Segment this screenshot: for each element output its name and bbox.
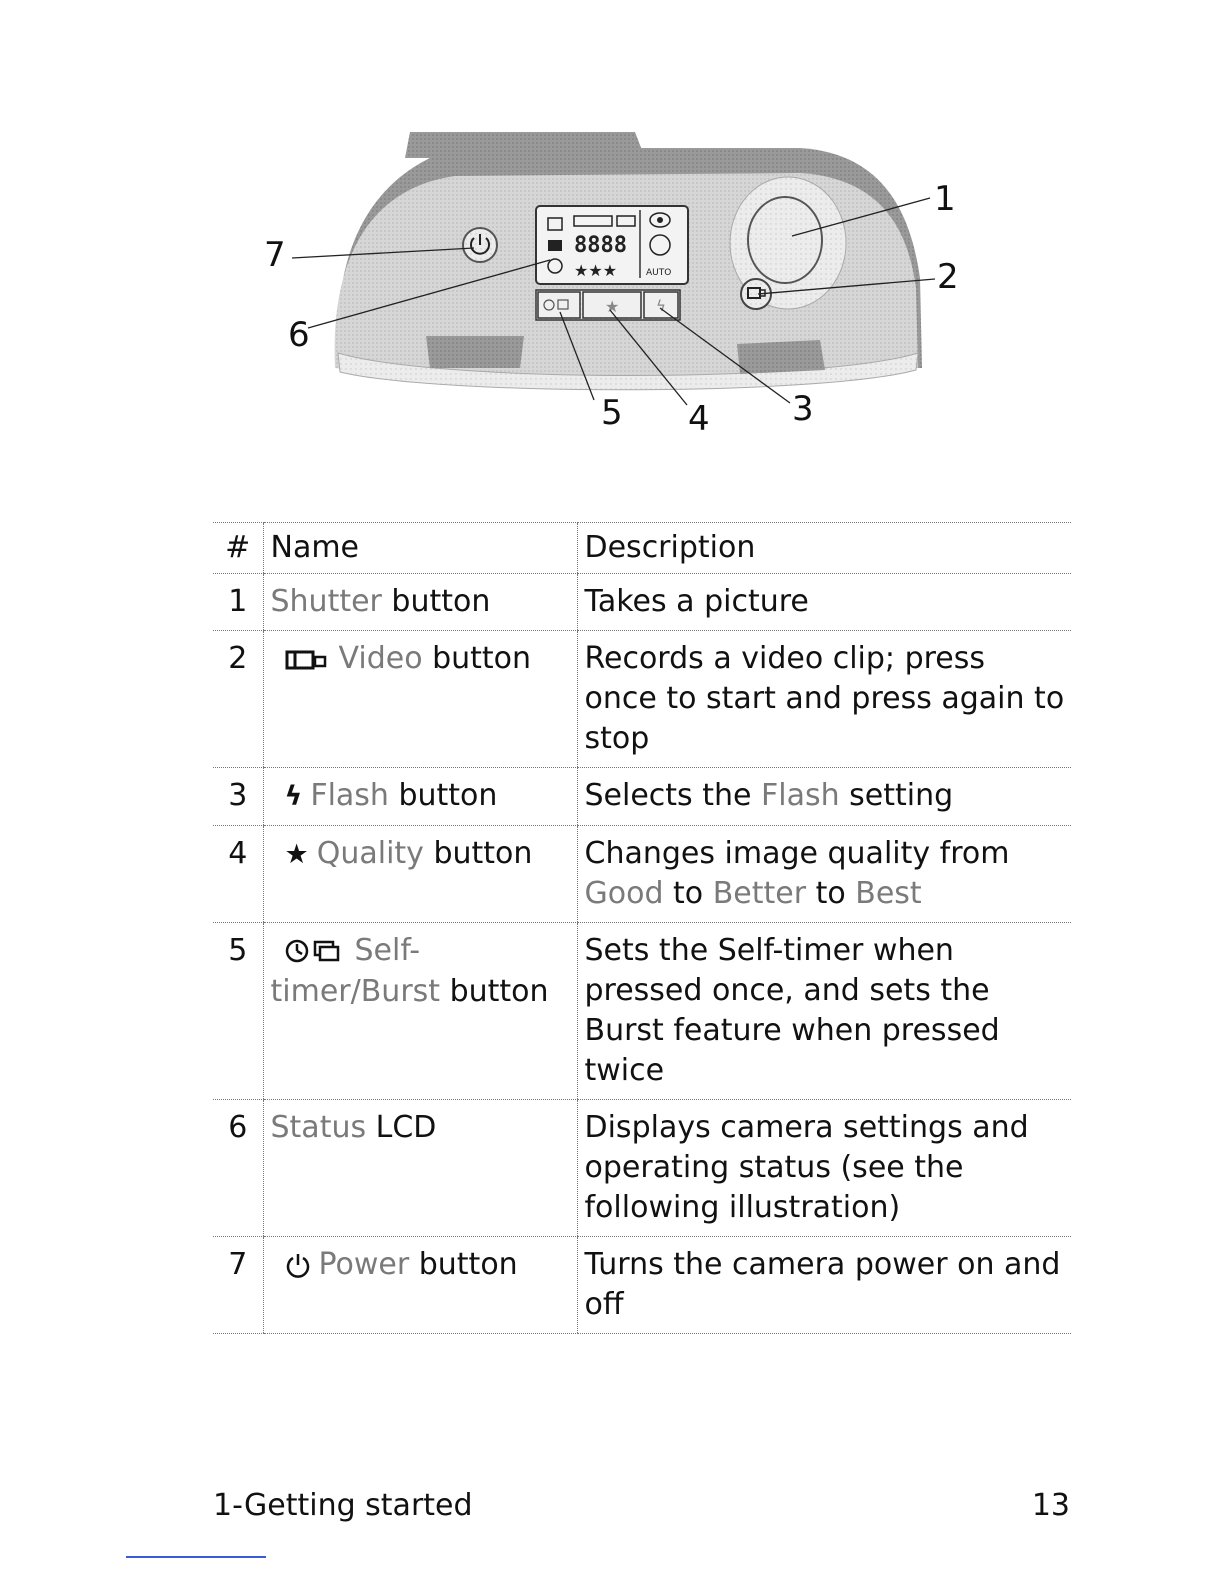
- component-description: [577, 1100, 1071, 1237]
- table-row: [213, 1100, 1071, 1237]
- svg-text:ϟ: ϟ: [656, 297, 666, 315]
- component-description: [577, 1237, 1071, 1334]
- description-text: to: [806, 876, 856, 911]
- component-name: [263, 768, 577, 826]
- description-text: Sets the Self-timer when pressed once, and sets the Burst feature when pressed twice: [584, 933, 1000, 1088]
- lcd-quality-stars: ★★★: [574, 261, 618, 280]
- component-name: [263, 574, 577, 631]
- description-text: Changes image quality from: [584, 836, 1010, 871]
- flash-icon: ϟ: [284, 781, 303, 812]
- description-text: Selects the: [584, 778, 761, 813]
- row-number: 5: [213, 923, 263, 1100]
- component-name: [263, 631, 577, 768]
- row-number: 6: [213, 1100, 263, 1237]
- component-name: [263, 826, 577, 923]
- component-name-suffix: button: [381, 584, 491, 619]
- callout-1: 1: [934, 179, 956, 219]
- component-name-highlight: Video: [338, 641, 423, 676]
- component-name-highlight: Power: [318, 1247, 410, 1282]
- camera-illustration: [240, 118, 1000, 448]
- row-number: 3: [213, 768, 263, 826]
- table-row: [213, 631, 1071, 768]
- svg-text:★: ★: [605, 297, 620, 316]
- component-name-suffix: button: [388, 778, 498, 813]
- description-text: setting: [839, 778, 954, 813]
- component-name-highlight: Flash: [310, 778, 389, 813]
- description-text: Records a video clip; press once to start and press again to stop: [584, 641, 1065, 756]
- callout-2: 2: [937, 257, 959, 297]
- video-button[interactable]: [741, 279, 771, 309]
- table-row: [213, 923, 1071, 1100]
- footer-page-number: 13: [1031, 1488, 1070, 1523]
- component-name: [263, 1100, 577, 1237]
- component-name-suffix: button: [440, 974, 549, 1009]
- table-row: [213, 574, 1071, 631]
- footer-rule: [126, 1556, 266, 1558]
- callout-4: 4: [688, 399, 710, 439]
- self-timer-burst-icon: [285, 932, 347, 972]
- header-description: Description: [577, 523, 1071, 574]
- row-number: 1: [213, 574, 263, 631]
- description-text: Takes a picture: [584, 584, 809, 619]
- callout-7: 7: [264, 235, 286, 275]
- lcd-auto-label: AUTO: [646, 268, 672, 278]
- description-text: to: [663, 876, 713, 911]
- component-description: [577, 768, 1071, 826]
- component-name: [263, 923, 577, 1100]
- callout-3: 3: [792, 389, 814, 429]
- description-highlight: Better: [712, 876, 807, 911]
- strap-lug-left: [426, 336, 524, 368]
- description-highlight: Best: [855, 876, 922, 911]
- row-number: 2: [213, 631, 263, 768]
- component-name: [263, 1237, 577, 1334]
- component-description: [577, 923, 1071, 1100]
- star-icon: ★: [284, 839, 309, 870]
- component-name-highlight: Quality: [316, 836, 424, 871]
- component-name-suffix: LCD: [366, 1110, 437, 1145]
- component-name-highlight: Self-timer/Burst: [270, 933, 441, 1009]
- callout-6: 6: [288, 315, 310, 355]
- table-row: [213, 826, 1071, 923]
- camera-top-diagram: [240, 118, 1000, 448]
- callout-5: 5: [601, 393, 623, 433]
- footer-section-title: 1-Getting started: [213, 1488, 473, 1523]
- shutter-button[interactable]: [748, 197, 822, 283]
- description-highlight: Flash: [760, 778, 840, 813]
- header-name: Name: [263, 523, 577, 574]
- strap-lug-right: [737, 340, 825, 374]
- power-icon: [285, 1246, 311, 1286]
- components-table: [213, 522, 1071, 1334]
- header-num: #: [213, 523, 263, 574]
- table-row: [213, 1237, 1071, 1334]
- description-highlight: Good: [584, 876, 664, 911]
- lcd-digits: 8888: [574, 233, 627, 258]
- row-number: 4: [213, 826, 263, 923]
- component-description: [577, 574, 1071, 631]
- table-row: [213, 768, 1071, 826]
- component-description: [577, 826, 1071, 923]
- description-text: Displays camera settings and operating status (see the following illustration): [584, 1110, 1029, 1225]
- component-name-suffix: button: [409, 1247, 518, 1282]
- component-name-suffix: button: [422, 641, 532, 676]
- component-name-suffix: button: [423, 836, 533, 871]
- component-description: [577, 631, 1071, 768]
- table-header-row: [213, 523, 1071, 574]
- component-name-highlight: Status: [270, 1110, 367, 1145]
- video-icon: [285, 640, 331, 680]
- row-number: 7: [213, 1237, 263, 1334]
- description-text: Turns the camera power on and off: [584, 1247, 1061, 1322]
- component-name-highlight: Shutter: [270, 584, 382, 619]
